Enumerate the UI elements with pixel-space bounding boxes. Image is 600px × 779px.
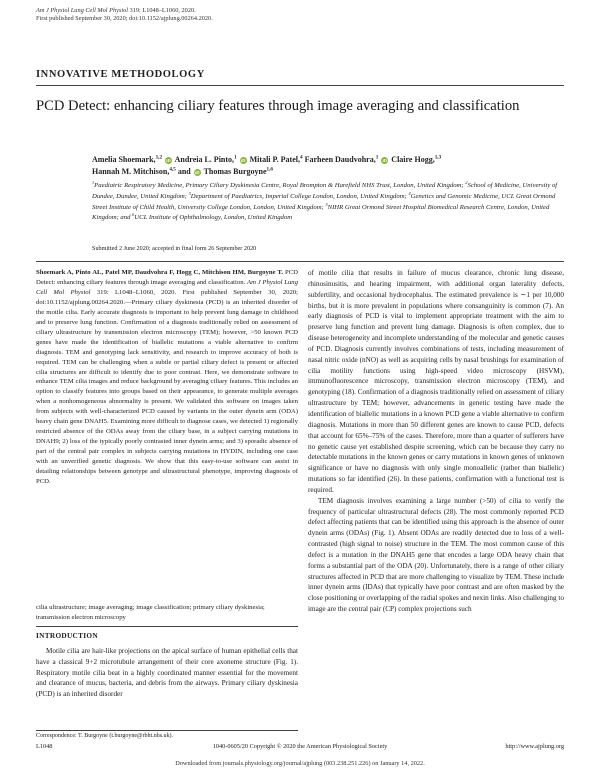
affiliation-marker: 1,6 [266,166,273,173]
journal-header [36,7,213,23]
author-name[interactable]: Hannah M. Mitchison, [92,167,170,176]
paragraph: of motile cilia that results in failure of mucus clearance, chronic lung disease, rhinosinusitis, and hearing impairment, with additional organ laterality defects, subfertility, and occasional hydrocephalus. The estimated prevalence is ∼1 per 10,000 births, but it is more prevalent in populations where consanguinity is common (7). An early diagnosis of PCD is vital to implement appropriate treatment with the aim to preserve lung function and prevent lung damage. Diagnosis is often complex, due to disease heterogeneity and incomplete understanding of the molecular and genetic causes of PCD. Diagnosis currently involves combinations of tests, including measurement of nasal nitric oxide (nNO) as well as acquiring cells by nasal brushings for examination of cilia motility functions using high-speed video microscopy (HSVM), immunofluorescence microscopy, transmission electron microscopy (TEM), and genotyping (18). Confirmation of a diagnosis traditionally relied on assessment of ciliary ultrastructure by TEM; however, advancements in genetic testing have made the identification of biallelic mutations in a known PCD gene a viable alternative to confirm diagnosis. Mutations in more than 50 different genes are known to cause PCD, defects that account for 65%–75% of the cases. Therefore, more than a quarter of sufferers have no genetic cause yet established despite screening, which can be because they carry no detectable mutations in the known genes or carry mutations in known genes of unknown significance or have no diagnosis with only single monoallelic (rather than biallelic) mutations so far identified (26). In these patients, confirmation with a functional test is required. [308,269,564,494]
affiliation-marker: 1 [234,154,237,161]
journal-citation: 319: L1048–L1060, 2020. [128,7,196,14]
affiliation-marker: 3 [188,190,191,196]
affiliation-marker: 1,3 [434,154,442,161]
page-number: L1048 [36,743,53,750]
citation-journal: Am J Physiol Lung Cell Mol Physiol [36,278,298,296]
affiliation: NIHR Great Ormond Street Hospital Biomedical Research Centre, London, United Kingdom; and [92,203,550,222]
orcid-icon[interactable]: iD [382,157,388,163]
affiliation-marker: 4 [299,154,303,161]
introduction-text: Motile cilia are hair-like projections on the apical surface of human epithelial cells that have a classical 9+2 microtubule arrangement of their core axoneme structure (Fig. 1). Respiratory motile cilia beat in a highly coordinated manner essential for the movement and clearance of mucus, bacteria, and debris from the airways. Primary ciliary dyskinesia (PCD) is an inherited disorder [36,647,298,699]
journal-name: Am J Physiol Lung Cell Mol Physiol [36,7,128,14]
affiliation: Paediatric Respiratory Medicine, Primary Ciliary Dyskinesia Centre, Royal Brompton & Harefield NHS Trust, London, United Kingdom; [94,182,466,189]
affiliation: Genetics and Genomic Medicine, UCL Great Ormond Street Institute of Child Health, University College London, London, United Kingdom; [92,192,556,211]
orcid-icon[interactable]: iD [166,157,171,163]
orcid-icon[interactable]: iD [240,157,246,163]
author-name[interactable]: Claire Hogg, [391,155,435,164]
affiliation: School of Medicine, University of Dundee, Dundee, United Kingdom; [92,182,558,200]
citation-details: 319: L1048–L1060, 2020. First published September 30, 2020; doi:10.1152/ajplung.00264.2020.— [36,288,298,306]
section-heading-introduction: INTRODUCTION [36,631,98,640]
affiliation-marker: 1,2 [155,154,163,161]
author-name[interactable]: Amelia Shoemark, [92,155,156,164]
submission-dates: Submitted 2 June 2020; accepted in final form 26 September 2020 [92,245,257,252]
affiliation-marker: 2 [465,179,468,185]
article-title: PCD Detect: enhancing ciliary features through image averaging and classification [36,98,520,114]
abstract [36,268,298,487]
copyright-line: 1040-0605/20 Copyright © 2020 the American Physiological Society [212,743,388,750]
paragraph: TEM diagnosis involves examining a large number (>50) of cilia to verify the frequency of particular ultrastructural defects (28). The most commonly reported PCD defect affecting patients that can be identified using this approach is the absence of outer dynein arms (ODAs) (Fig. 1). Absent ODAs are readily detected due to loss of a well-contrasted (high signal to noise) structure in the TEM. The most common cause of this defect is a mutation in the DNAH5 gene that encodes a large ODA heavy chain that forms a substantial part of the ODA (20). Unfortunately, there is a range of other ciliary structures affected in PCD that are more challenging to visualize by TEM. These include inner dynein arms (IDAs) that typically have poor contrast and are often masked by the close positioning or overlapping of the radial spokes and nexin links. Also challenging to image are the central pair (CP) complex projections such [308,496,564,614]
affiliation-marker: 5 [325,201,328,207]
affiliation-marker: 6 [132,212,135,218]
journal-website-link[interactable]: http://www.ajplung.org [505,743,564,750]
keywords-divider [36,626,298,627]
affiliation-marker: 1 [92,179,95,185]
orcid-icon[interactable]: iD [194,169,200,175]
author-conjunction: and [177,167,191,176]
author-name[interactable]: Mitali P. Patel, [249,155,300,164]
download-stamp: Downloaded from journals.physiology.org/journal/ajplung (003.238.251.226) on January 14, 2022. [175,760,425,767]
category-divider [36,85,564,86]
affiliations [92,181,562,224]
right-column [308,268,564,615]
affiliation: Department of Paediatrics, Imperial College London, London, United Kingdom; [190,192,409,200]
author-name[interactable]: Farheen Daudvohra, [304,155,376,164]
author-name[interactable]: Andreia L. Pinto, [174,155,235,164]
affiliation-marker: 4 [408,190,411,196]
affiliation-marker: 4,5 [169,166,176,173]
correspondence-note: Correspondence: T. Burgoyne (t.burgoyne@rbht.nhs.uk). [36,733,174,739]
publication-line: First published September 30, 2020; doi:10.1152/ajplung.00264.2020. [36,15,213,22]
header-divider [36,261,564,262]
abstract-body: Primary ciliary dyskinesia (PCD) is an inherited disorder of the motile cilia. Early accurate diagnosis is important to help prevent lung damage in childhood and to preserve lung function. Confirmation of a diagnosis traditionally relied on assessment of ciliary ultrastructure by transmission electron microscopy (TEM); however, >50 known PCD genes have made the identification of biallelic mutations a viable alternative to confirm diagnosis. TEM and genotyping lack sensitivity, and research to improve accuracy of both is required. TEM can be challenging when a subtle or partial ciliary defect is present or affected cilia structures are difficult to identify due to poor contrast. Here, we demonstrate software to enhance TEM cilia images and reduce background by averaging ciliary features. This includes an option to classify features into groups based on their appearance, to generate multiple averages when a nonhomogeneous abnormality is present. We validated this software on images taken from subjects with well-characterized PCD caused by variants in the outer dynein arm (ODA) heavy chain gene DNAH5. Examining more difficult to diagnose cases, we detected 1) regionally restricted absence of the ODAs away from the ciliary base, in a subject carrying mutations in DNAH9; 2) loss of the typically poorly contrasted inner dynein arms; and 3) sporadic absence of part of the central pair complex in subjects carrying mutations in HYDIN, including one case with an unverified genetic diagnosis. We show that this easy-to-use software can assist in detailing relationships between genotype and ultrastructural phenotype, improving diagnosis of PCD. [36,298,298,486]
affiliation: UCL Institute of Ophthalmology, London, United Kingdom [134,214,293,222]
citation-authors: Shoemark A, Pinto AL, Patel MP, Daudvohra F, Hogg C, Mitchison HM, Burgoyne T. [36,269,284,276]
author-list [92,154,562,178]
citation-title: PCD Detect: enhancing ciliary features through image averaging and classification. [36,269,298,286]
keywords: cilia ultrastructure; image averaging; image classification; primary ciliary dyskinesia; transmission electron microscopy [36,604,265,621]
article-category: INNOVATIVE METHODOLOGY [36,69,205,80]
affiliation-marker: 1 [375,154,379,161]
footnote-divider [36,730,298,731]
author-name[interactable]: Thomas Burgoyne [203,167,267,176]
